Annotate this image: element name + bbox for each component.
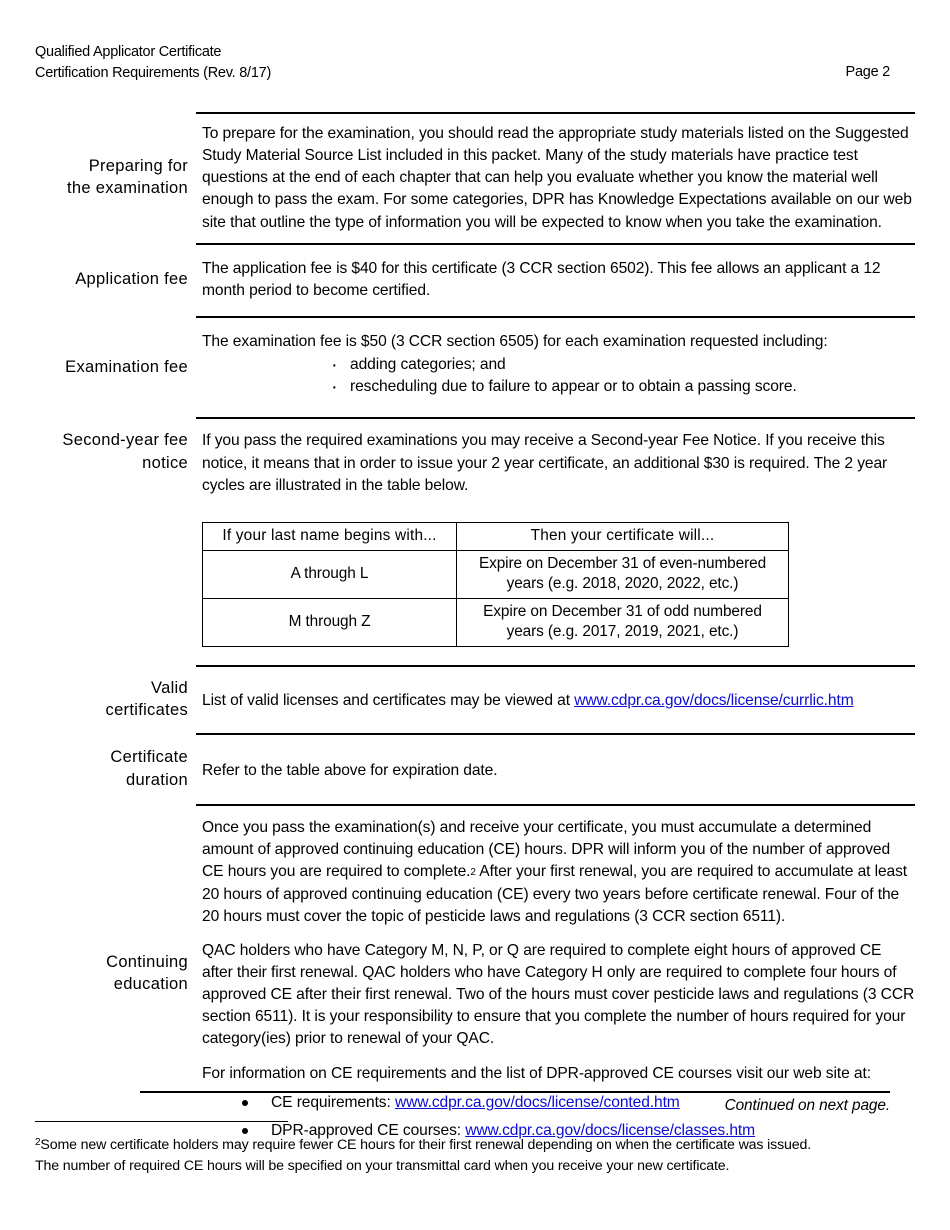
section-label-second-year-fee-notice [35,417,196,647]
section-application-fee [35,243,915,316]
section-valid-certificates [35,665,915,733]
section-label-line1: Valid [151,678,188,697]
footnote-block [35,1121,915,1176]
section-label-line1: Application fee [75,270,188,289]
section-label-line1: Certificate [110,748,188,767]
document-title-block [35,42,271,84]
section-label-valid-certificates [35,665,196,733]
section-label-line2: the examination [67,179,188,198]
paragraph-ce-2: QAC holders who have Category M, N, P, or Q are required to complete eight hours of approved CE after their first renewal. QAC holders who have Category H only are required to complete four hours of approved CE after their first renewal. Two of the hours must cover pesticide laws and regulations (3 CCR section 6511). It is your responsibility to ensure that you complete the number of hours required for your category(ies) prior to renewal of your QAC. [202,941,915,1048]
paragraph-ce-3: For information on CE requirements and the list of DPR-approved CE courses visit our web site at: [202,1064,871,1082]
table-cell-expiry [457,598,789,646]
section-body-certificate-duration [196,733,915,804]
paragraph: The application fee is $40 for this certificate (3 CCR section 6502). This fee allows an applicant a 12 month period to become certified. [202,259,881,299]
section-label-preparing [35,112,196,243]
section-label-line2: certificates [105,700,188,719]
section-label-line1: Continuing [106,952,188,971]
section-examination-fee [35,316,915,417]
table-header-cell-name-range: If your last name begins with... [203,522,457,550]
section-label-line2: duration [125,770,188,789]
section-body-valid-certificates [196,665,915,733]
continued-on-next-page: Continued on next page. [724,1097,890,1114]
section-preparing-for-the-examination [35,112,915,243]
table-header-cell-expiry: Then your certificate will... [457,522,789,550]
section-label-line1: Preparing for [88,157,188,176]
section-body-examination-fee [196,316,915,417]
table-cell-name-range: A through L [203,550,457,598]
paragraph: If you pass the required examinations you may receive a Second-year Fee Notice. If you receive this notice, it means that in order to issue your 2 year certificate, an additional $30 is required. The 2 year cycles are illustrated in the table below. [202,432,888,494]
section-label-certificate-duration [35,733,196,804]
table-row [203,598,789,646]
document-subtitle: Certification Requirements (Rev. 8/17) [35,65,272,82]
ce-para1-part-a: Once you pass the examination(s) and receive your certificate, you must accumulate a determined amount of approved continuing education (CE) hours. DPR will inform you of the number of approved CE hours you are required to complete. [202,819,891,881]
link-dpr-approved-courses[interactable]: www.cdpr.ca.gov/docs/license/classes.htm [465,1121,756,1139]
dpr-courses-label: DPR-approved CE courses: [271,1121,466,1139]
valid-certificates-text: List of valid licenses and certificates may be viewed at [202,691,575,709]
section-label-line2: education [113,975,188,994]
document-header [35,42,890,84]
section-label-line1: Examination fee [65,357,188,376]
list-item: · rescheduling due to failure to appear or to obtain a passing score. [328,376,915,398]
expiry-line1: Expire on December 31 of even-numbered [478,554,767,572]
expiration-table-wrap [202,522,915,647]
section-label-line1: Second-year fee [62,431,188,450]
section-certificate-duration [35,733,915,804]
section-body-second-year-fee-notice [196,417,915,647]
section-second-year-fee-notice [35,417,915,647]
expiry-line2: years (e.g. 2017, 2019, 2021, etc.) [506,622,739,640]
section-label-examination-fee [35,316,196,417]
expiry-line1: Expire on December 31 of odd numbered [483,602,762,620]
paragraph: Refer to the table above for expiration date. [202,762,498,780]
footnote-separator [35,1121,288,1122]
table-cell-expiry [457,550,789,598]
paragraph: To prepare for the examination, you should read the appropriate study materials listed on the Suggested Study Material Source List included in this packet. Many of the study materials have practice test questions at the end of each chapter that can help you evaluate whether you know the material well enough to pass the exam. For some categories, DPR has Knowledge Expectations available on our web site that outline the type of information you will be expected to know when you take the examination. [202,125,912,231]
ce-para1-part-b: After your first renewal, you are required to accumulate at least 20 hours of approved continuing education (CE) every two years before certificate renewal. Four of the 20 hours must cover the topic of pesticide laws and regulations (3 CCR section 6511). [202,863,908,925]
expiry-line2: years (e.g. 2018, 2020, 2022, etc.) [506,574,739,592]
footnote-line1-text: Some new certificate holders may require fewer CE hours for their first renewal depending on when the certificate was issued. [40,1137,812,1153]
paragraph: The examination fee is $50 (3 CCR section 6505) for each examination requested including: [202,332,828,350]
section-body-application-fee [196,243,915,316]
examination-fee-bullet-list [202,354,915,398]
document-content [35,112,915,1142]
section-label-line2: notice [142,453,188,472]
section-label-application-fee [35,243,196,316]
page-number: Page 2 [845,64,890,81]
list-item: · adding categories; and [328,354,915,376]
table-cell-name-range: M through Z [203,598,457,646]
paragraph-ce-1 [202,817,915,928]
document-title: Qualified Applicator Certificate [35,44,222,60]
certificate-expiration-table [202,522,789,647]
footnote-marker: 2 [35,1137,41,1148]
link-ce-requirements[interactable]: www.cdpr.ca.gov/docs/license/conted.htm [394,1093,680,1111]
table-row [203,550,789,598]
paragraph [202,690,915,712]
footnote-text [35,1135,915,1176]
footnote-line-1 [35,1137,811,1153]
ce-requirements-label: CE requirements: [271,1093,395,1111]
section-body-preparing [196,112,915,243]
footnote-marker-inline: 2 [470,867,476,879]
table-header-row [203,522,789,550]
closing-block [140,1091,890,1115]
footnote-line-2: The number of required CE hours will be specified on your transmittal card when you receive your new certificate. [35,1157,730,1174]
link-valid-certificates-list[interactable]: www.cdpr.ca.gov/docs/license/currlic.htm [574,691,854,709]
